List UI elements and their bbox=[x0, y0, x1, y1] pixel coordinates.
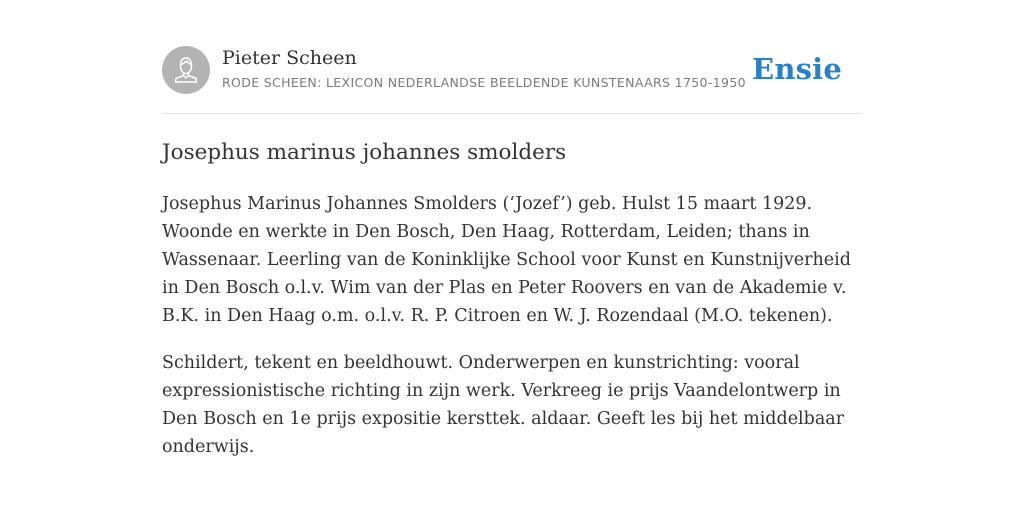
user-icon bbox=[162, 46, 210, 94]
article-title: Josephus marinus johannes smolders bbox=[162, 140, 567, 165]
divider bbox=[162, 113, 862, 114]
paragraph: Josephus Marinus Johannes Smolders (‘Jozef’) geb. Hulst 15 maart 1929. Woonde en werkte in Den Bosch, Den Haag, Rotterdam, Leiden; thans in Wassenaar. Leerling van de Koninklijke School voor Kunst en Kunstnijverheid in Den Bosch o.l.v. Wim van der Plas en Peter Roovers en van de Akademie v. B.K. in Den Haag o.m. o.l.v. R. P. Citroen en W. J. Rozendaal (M.O. tekenen). bbox=[162, 194, 851, 326]
paragraph: Schildert, tekent en beeldhouwt. Onderwerpen en kunstrichting: vooral expressionistische richting in zijn werk. Verkreeg ie prijs Vaandelontwerp in Den Bosch en 1e prijs expositie kersttek. aldaar. Geeft les bij het middelbaar onderwijs. bbox=[162, 353, 845, 457]
source-title[interactable]: RODE SCHEEN: LEXICON NEDERLANDSE BEELDENDE KUNSTENAARS 1750-1950 bbox=[222, 75, 746, 90]
author-name[interactable]: Pieter Scheen bbox=[222, 47, 357, 69]
ensie-logo[interactable]: Ensie bbox=[752, 52, 842, 86]
avatar[interactable] bbox=[162, 46, 210, 94]
author-header bbox=[162, 46, 862, 96]
article-body bbox=[162, 190, 862, 480]
